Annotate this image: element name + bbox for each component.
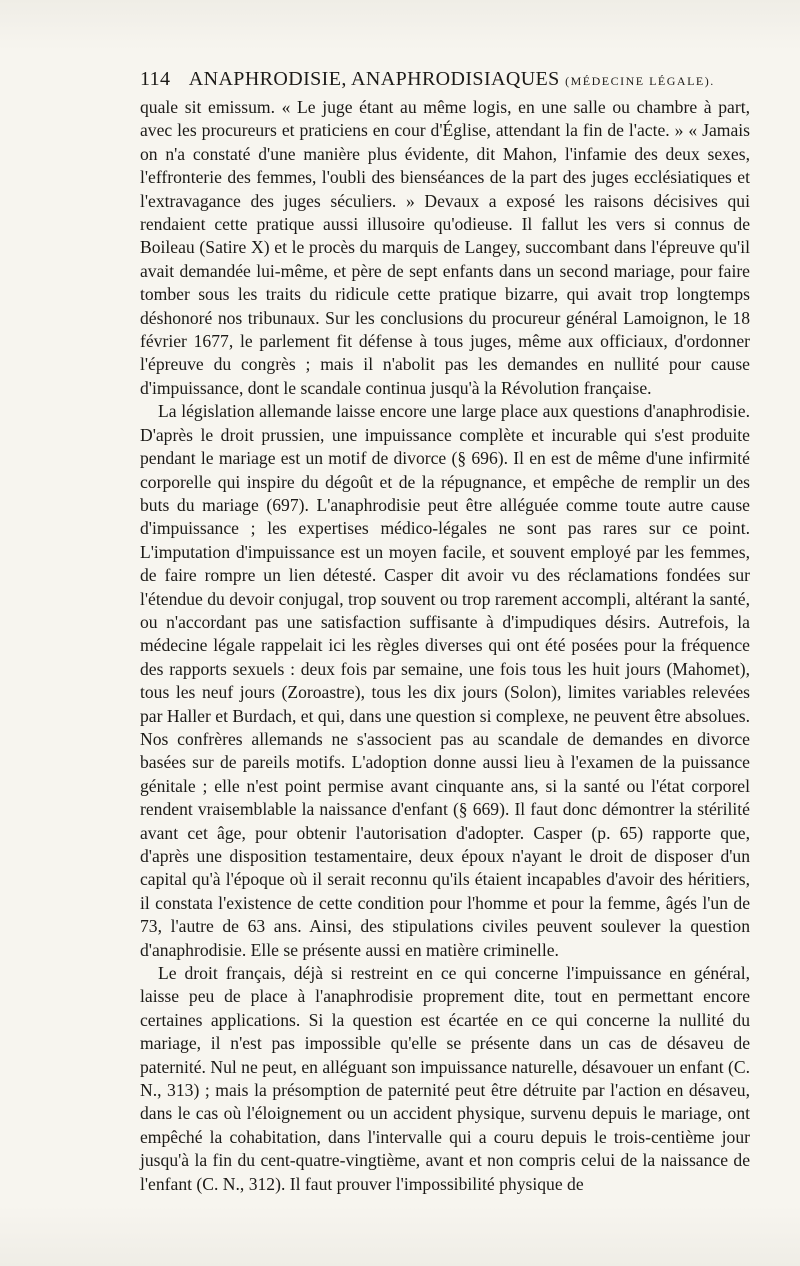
- running-subtitle: (MÉDECINE LÉGALE).: [565, 74, 715, 88]
- body-text: [140, 96, 750, 1196]
- scan-margin-bottom: [0, 1206, 800, 1266]
- scan-margin-top: [0, 0, 800, 50]
- book-page: [140, 62, 750, 1196]
- paragraph: Le droit français, déjà si restreint en ce qui concerne l'impuissance en général, laisse peu de place à l'anaphrodisie proprement dite, tout en permettant encore certaines applications. Si la question est écartée en ce qui concerne la nullité du mariage, il n'est pas impossible qu'elle se présente dans un cas de désaveu de paternité. Nul ne peut, en alléguant son impuissance naturelle, désavouer un enfant (C. N., 313) ; mais la présomption de paternité peut être détruite par l'action en désaveu, dans le cas où l'éloignement ou un accident physique, survenu depuis le mariage, ont empêché la cohabitation, dans l'intervalle qui a couru depuis le trois-centième jour jusqu'à la fin du cent-quatre-vingtième, avant et non compris celui de la naissance de l'enfant (C. N., 312). Il faut prouver l'impossibilité physique de: [140, 963, 750, 1194]
- paragraph: La législation allemande laisse encore une large place aux questions d'anaphrodisie. D'après le droit prussien, une impuissance complète et incurable qui s'est produite pendant le mariage est un motif de divorce (§ 696). Il en est de même d'une infirmité corporelle qui inspire du dégoût et de la répugnance, et empêche de remplir un des buts du mariage (697). L'anaphrodisie peut être alléguée comme toute autre cause d'impuissance ; les expertises médico-légales ne sont pas rares sur ce point. L'imputation d'impuissance est un moyen facile, et souvent employé par les femmes, de faire rompre un lien détesté. Casper dit avoir vu des réclamations fondées sur l'étendue du devoir conjugal, trop souvent ou trop rarement accompli, altérant la santé, ou n'accordant pas une satisfaction suffisante à d'impudiques désirs. Autrefois, la médecine légale rappelait ici les règles diverses qui ont été posées pour la fréquence des rapports sexuels : deux fois par semaine, une fois tous les huit jours (Mahomet), tous les neuf jours (Zoroastre), tous les dix jours (Solon), limites variables relevées par Haller et Burdach, et qui, dans une question si complexe, ne peuvent être absolues. Nos confrères allemands ne s'associent pas au scandale de demandes en divorce basées sur de pareils motifs. L'adoption donne aussi lieu à l'examen de la puissance génitale ; elle n'est point permise avant cinquante ans, si la santé ou l'état corporel rendent vraisemblable la naissance d'enfant (§ 669). Il faut donc démontrer la stérilité avant cet âge, pour obtenir l'autorisation d'adopter. Casper (p. 65) rapporte que, d'après une disposition testamentaire, deux époux n'ayant le droit de disposer d'un capital qu'à l'époque où il serait reconnu qu'ils étaient incapables d'avoir des héritiers, il constata l'existence de cette condition pour l'homme et pour la femme, âgés l'un de 73, l'autre de 63 ans. Ainsi, des stipulations civiles peuvent soulever la question d'anaphrodisie. Elle se présente aussi en matière criminelle.: [140, 401, 750, 960]
- paragraph: quale sit emissum. « Le juge étant au même logis, en une salle ou chambre à part, avec les procureurs et praticiens en cour d'Église, attendant la fin de l'acte. » « Jamais on n'a constaté d'une manière plus évidente, dit Mahon, l'infamie des deux sexes, l'effronterie des femmes, l'oubli des bienséances de la part des juges ecclésiatiques et l'extravagance des juges séculiers. » Devaux a exposé les raisons décisives qui rendaient cette pratique aussi illusoire qu'odieuse. Il fallut les vers si connus de Boileau (Satire X) et le procès du marquis de Langey, succombant dans l'épreuve qu'il avait demandée lui-même, et père de sept enfants dans un second mariage, pour faire tomber sous les traits du ridicule cette pratique bizarre, qui avait trop longtemps déshonoré nos tribunaux. Sur les conclusions du procureur général Lamoignon, le 18 février 1677, le parlement fit défense à tous juges, même aux officiaux, d'ordonner l'épreuve du congrès ; mais il n'abolit pas les demandes en nullité pour cause d'impuissance, dont le scandale continua jusqu'à la Révolution française.: [140, 97, 750, 398]
- running-head: [140, 62, 750, 96]
- running-title: ANAPHRODISIE, ANAPHRODISIAQUES: [188, 68, 560, 90]
- page-number: 114: [140, 68, 171, 90]
